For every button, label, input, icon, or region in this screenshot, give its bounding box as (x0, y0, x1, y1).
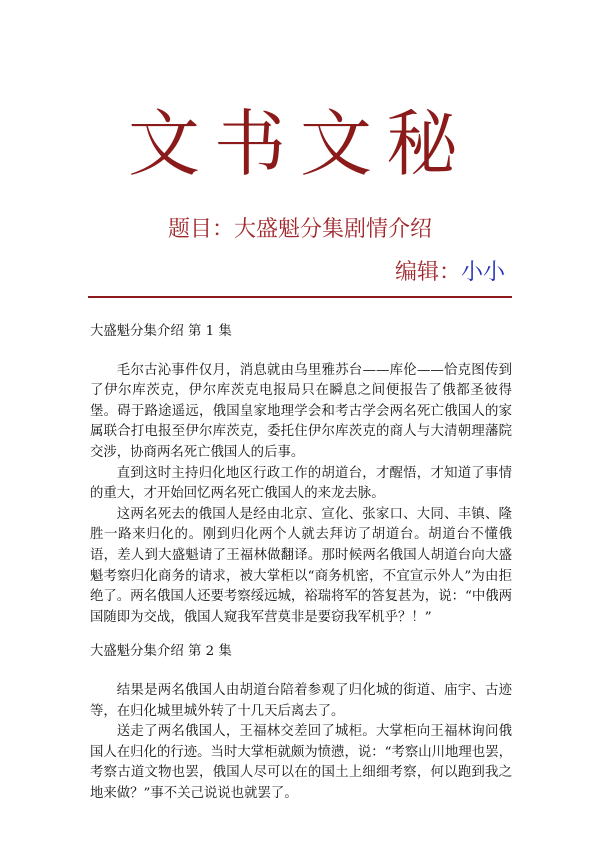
header-divider (88, 296, 512, 298)
editor-label: 编辑： (394, 260, 461, 285)
paragraph: 直到这时主持归化地区行政工作的胡道台，才醒悟，才知道了事情的重大，才开始回忆两名死亡俄国人的来龙去脉。 (90, 465, 512, 502)
paragraph: 这两名死去的俄国人是经由北京、宣化、张家口、大同、丰镇、隆胜一路来归化的。刚到归化两个人就去拜访了胡道台。胡道台不懂俄语，差人到大盛魁请了王福林做翻译。那时候两名俄国人胡道台向大盛魁考察归化商务的请求，被大掌柜以“商务机密，不宜宣示外人”为由拒绝了。两名俄国人还要考察绥远城，裕瑞将军的答复甚为，说：“中俄两国随即为交战，俄国人窥我军营莫非是要窃我军机乎？！” (90, 506, 512, 625)
editor-line (395, 258, 505, 288)
main-title: 文书文秘 (127, 102, 472, 186)
paragraph: 结果是两名俄国人由胡道台陪着参观了归化城的街道、庙宇、古迹等，在归化城里城外转了十几天后离去了。 (90, 682, 512, 719)
episode-title: 大盛魁分集介绍 第 2 集 (90, 644, 232, 660)
episode-title: 大盛魁分集介绍 第 1 集 (90, 324, 232, 339)
subject-title: 题目：大盛魁分集剧情介绍 (167, 217, 432, 242)
paragraph: 毛尔古沁事件仅月，消息就由乌里雅苏台——库伦——恰克图传到了伊尔库茨克，伊尔库茨克电报局只在瞬息之间便报告了俄都圣彼得堡。碍于路途遥远，俄国皇家地理学会和考古学会两名死亡俄国人的家属联合打电报至伊尔库茨克，委托住伊尔库茨克的商人与大清朝理藩院交涉，协商两名死亡俄国人的后事。 (90, 362, 512, 460)
document-body (90, 322, 512, 804)
editor-name: 小小 (460, 260, 505, 285)
paragraph: 送走了两名俄国人，王福林交差回了城柜。大掌柜向王福林询问俄国人在归化的行迹。当时大掌柜就颇为愤懑，说：“考察山川地理也罢，考察古道文物也罢，俄国人尽可以在的国土上细细考察，何以跑到我之地来做？”事不关己说说也就罢了。 (90, 724, 512, 801)
